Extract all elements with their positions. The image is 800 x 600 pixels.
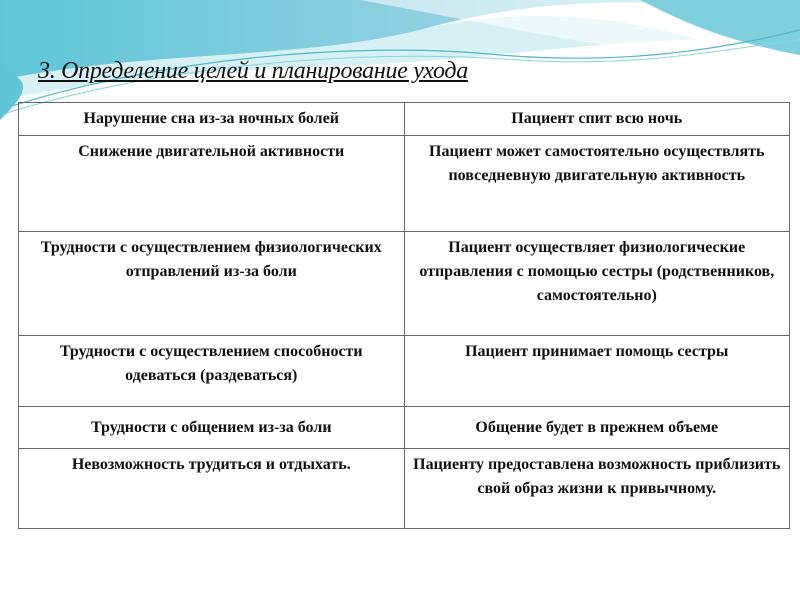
care-plan-table — [18, 102, 790, 529]
table-row — [19, 136, 790, 232]
goal-cell: Общение будет в прежнем объеме — [404, 407, 790, 449]
table-row — [19, 336, 790, 407]
problem-cell: Трудности с осуществлением физиологических отправлений из-за боли — [19, 232, 405, 336]
goal-cell: Пациент принимает помощь сестры — [404, 336, 790, 407]
table-row — [19, 407, 790, 449]
problem-cell: Трудности с осуществлением способности одеваться (раздеваться) — [19, 336, 405, 407]
problem-cell: Снижение двигательной активности — [19, 136, 405, 232]
goal-cell: Пациент может самостоятельно осуществлять повседневную двигательную активность — [404, 136, 790, 232]
goal-cell: Пациент осуществляет физиологические отправления с помощью сестры (родственников, самостоятельно) — [404, 232, 790, 336]
problem-cell: Невозможность трудиться и отдыхать. — [19, 449, 405, 529]
table-row — [19, 449, 790, 529]
goal-cell: Пациент спит всю ночь — [404, 103, 790, 136]
problem-cell: Трудности с общением из-за боли — [19, 407, 405, 449]
slide-title: 3. Определение целей и планирование ухода — [38, 58, 468, 84]
goal-cell: Пациенту предоставлена возможность приблизить свой образ жизни к привычному. — [404, 449, 790, 529]
table-row — [19, 232, 790, 336]
problem-cell: Нарушение сна из-за ночных болей — [19, 103, 405, 136]
table-row — [19, 103, 790, 136]
